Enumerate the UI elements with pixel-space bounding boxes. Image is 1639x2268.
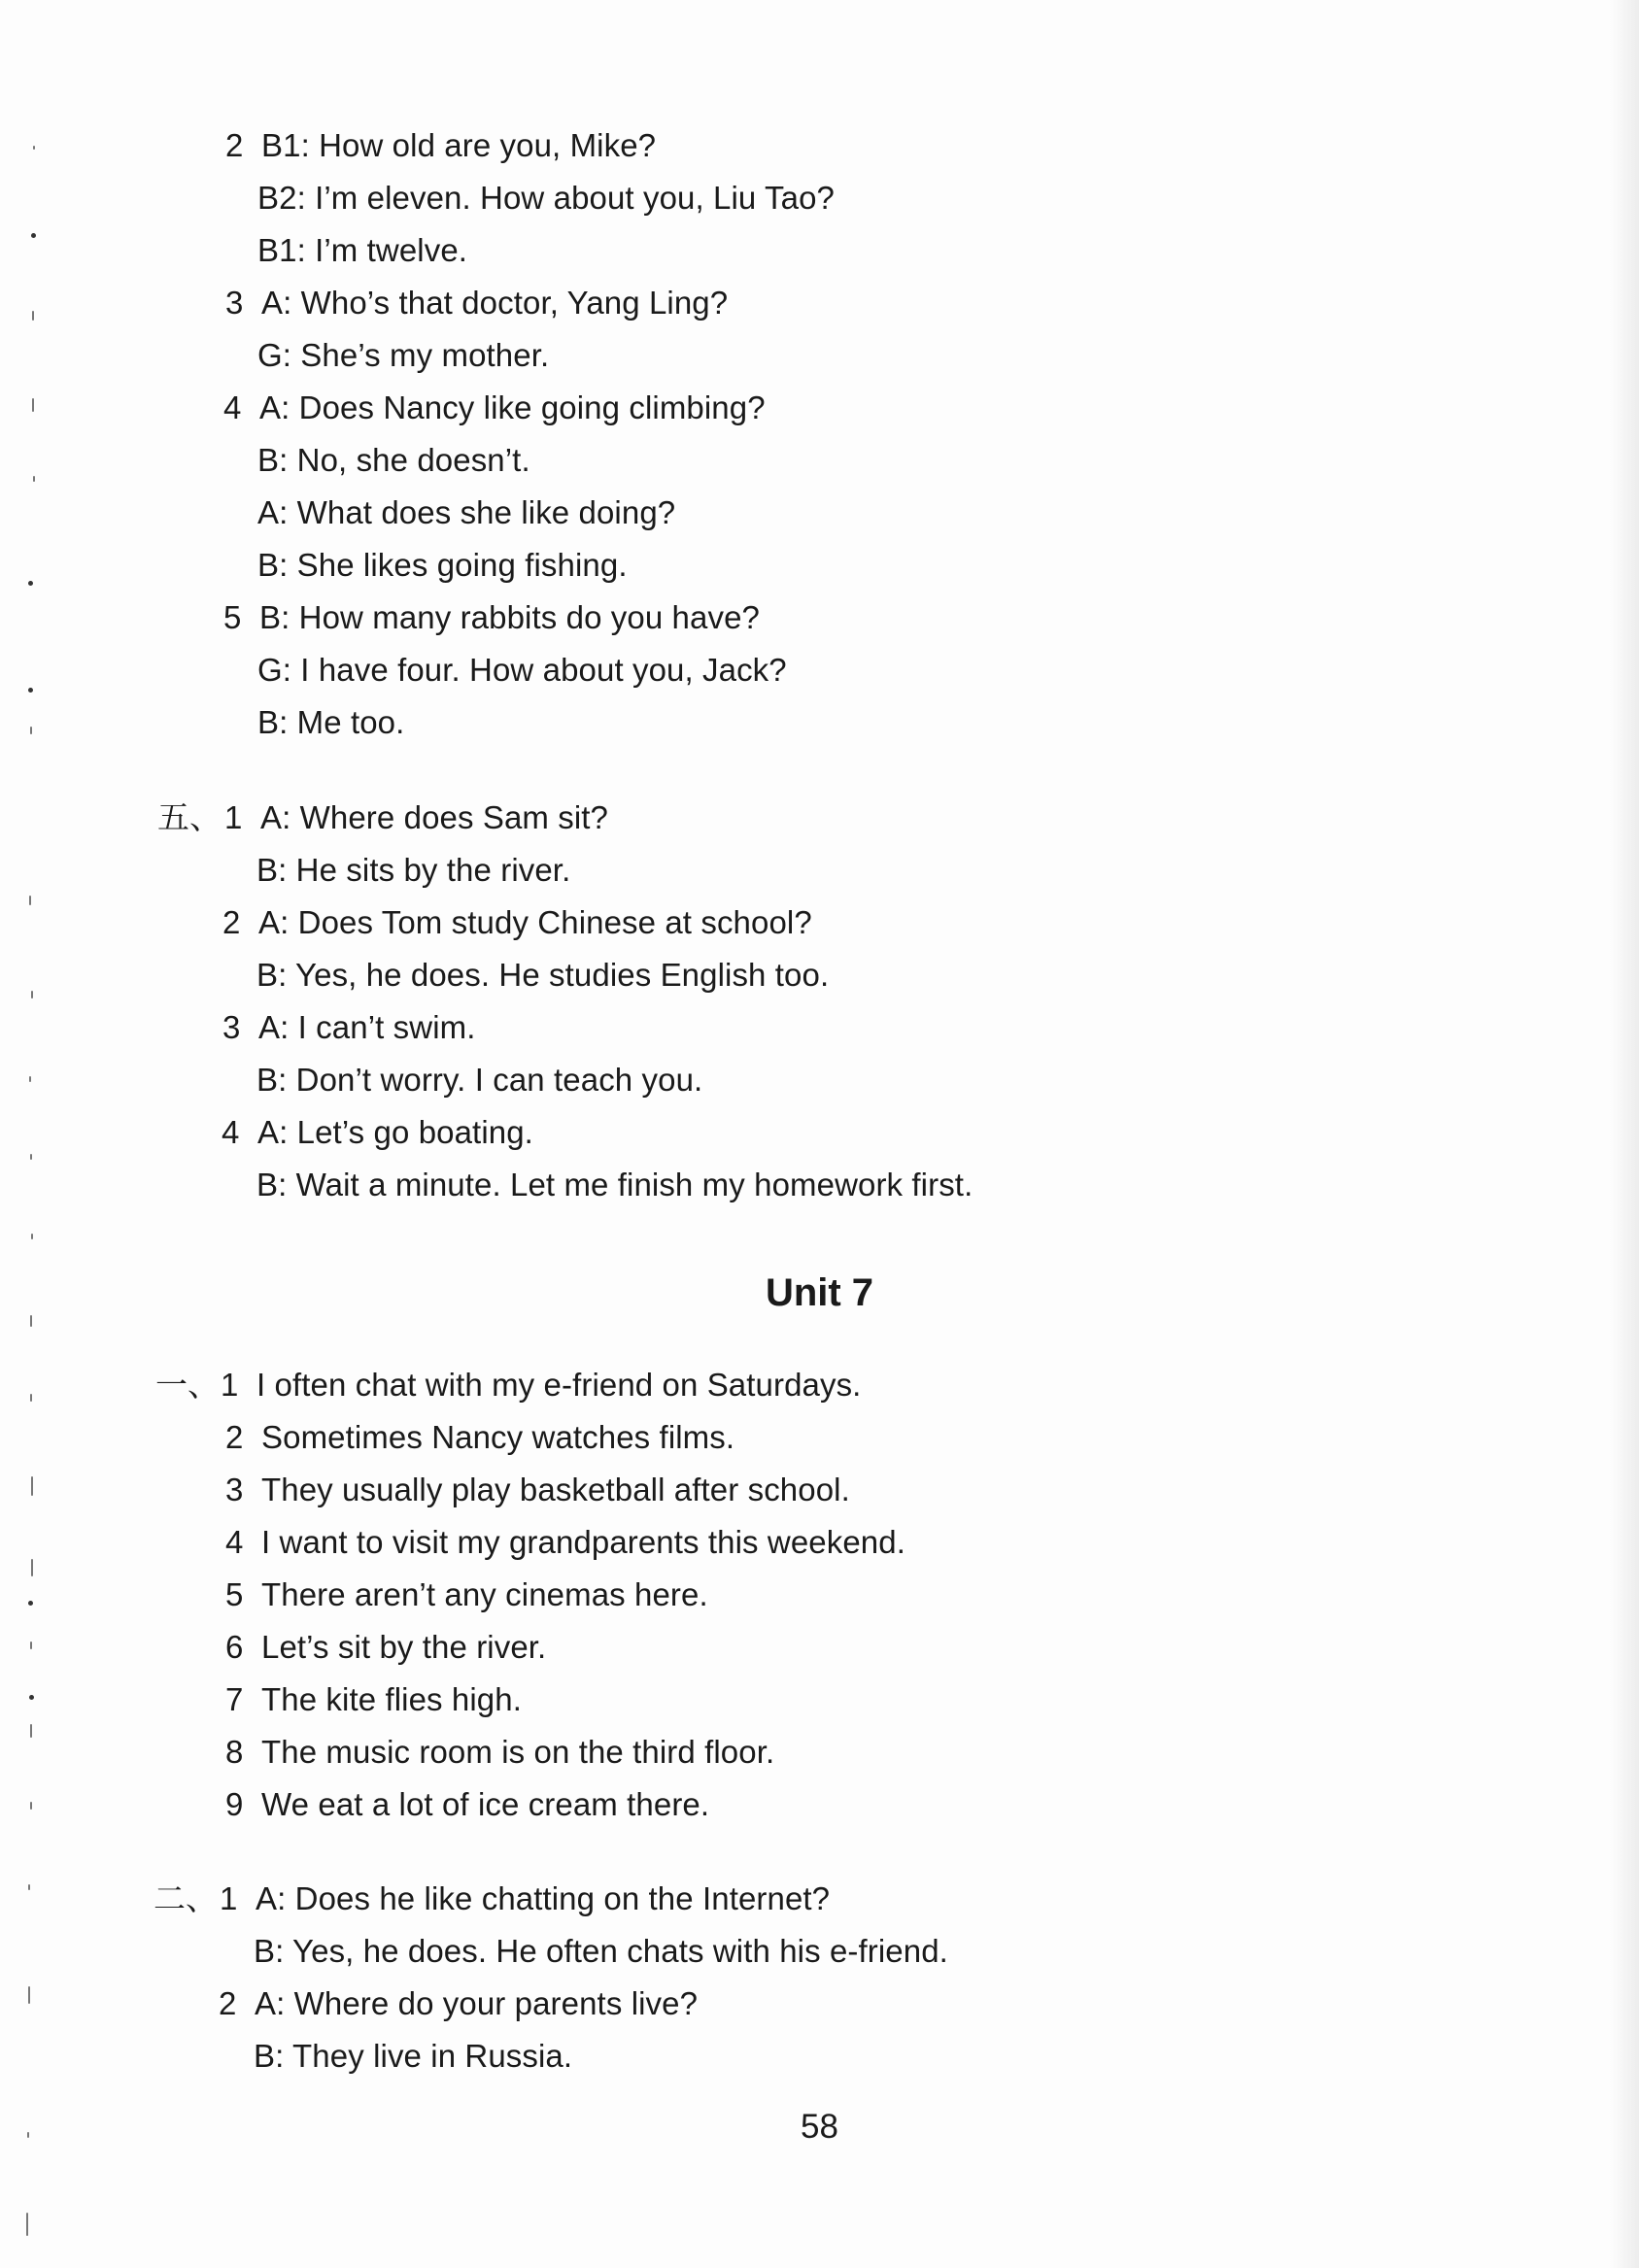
section-marker: 一、	[155, 1366, 220, 1404]
answer-line	[224, 798, 608, 837]
answer-line: B: No, she doesn’t.	[257, 442, 530, 478]
line-text: A: Does Nancy like going climbing?	[259, 389, 766, 425]
item-number: 7	[225, 1681, 244, 1717]
line-text: The kite flies high.	[261, 1681, 522, 1717]
item-number: 4	[223, 389, 242, 425]
answer-line: B: Me too.	[257, 704, 405, 740]
answer-line	[225, 1680, 522, 1719]
answer-line	[225, 1733, 774, 1772]
answer-line	[225, 126, 656, 165]
page-edge-shadow	[1610, 0, 1639, 2268]
line-text: A: Where do your parents live?	[255, 1985, 699, 2021]
line-text: Sometimes Nancy watches films.	[261, 1419, 735, 1455]
answer-line: G: I have four. How about you, Jack?	[257, 652, 787, 688]
item-number: 2	[222, 904, 241, 940]
item-number: 5	[223, 599, 242, 635]
item-number: 3	[225, 1472, 244, 1507]
line-text: A: Does he like chatting on the Internet?	[256, 1880, 831, 1916]
line-text: The music room is on the third floor.	[261, 1734, 775, 1770]
answer-line: B1: I’m twelve.	[257, 232, 468, 268]
answer-line: B: They live in Russia.	[254, 2038, 573, 2074]
answer-line	[223, 389, 766, 427]
item-number: 5	[225, 1576, 244, 1612]
item-number: 4	[222, 1114, 240, 1150]
line-text: Let’s sit by the river.	[261, 1629, 547, 1665]
answer-line	[225, 1785, 709, 1824]
section-marker: 二、	[154, 1879, 218, 1917]
line-text: A: Who’s that doctor, Yang Ling?	[261, 285, 729, 321]
line-text: A: Where does Sam sit?	[260, 799, 609, 835]
item-number: 4	[225, 1524, 244, 1560]
answer-line	[222, 1113, 533, 1152]
item-number: 8	[225, 1734, 244, 1770]
line-text: They usually play basketball after school.	[261, 1472, 850, 1507]
item-number: 3	[222, 1009, 241, 1045]
line-text: We eat a lot of ice cream there.	[261, 1786, 710, 1822]
answer-line: B2: I’m eleven. How about you, Liu Tao?	[257, 180, 835, 216]
answer-line	[221, 1366, 861, 1405]
answer-line: A: What does she like doing?	[257, 494, 676, 530]
item-number: 9	[225, 1786, 244, 1822]
line-text: A: I can’t swim.	[258, 1009, 476, 1045]
item-number: 1	[224, 799, 243, 835]
item-number: 6	[225, 1629, 244, 1665]
line-text: B1: How old are you, Mike?	[261, 127, 657, 163]
line-text: A: Does Tom study Chinese at school?	[258, 904, 812, 940]
answer-line: B: She likes going fishing.	[257, 547, 628, 583]
item-number: 2	[219, 1985, 237, 2021]
answer-line: B: Don’t worry. I can teach you.	[256, 1062, 703, 1098]
section-marker: 五、	[157, 798, 222, 836]
item-number: 2	[225, 127, 244, 163]
answer-line	[220, 1879, 830, 1918]
line-text: I want to visit my grandparents this weekend.	[261, 1524, 905, 1560]
answer-line: B: Wait a minute. Let me finish my homework first.	[256, 1167, 973, 1202]
line-text: There aren’t any cinemas here.	[261, 1576, 708, 1612]
answer-line	[225, 1471, 850, 1509]
line-text: I often chat with my e-friend on Saturdays.	[256, 1367, 862, 1403]
answer-line	[225, 1575, 708, 1614]
item-number: 1	[220, 1880, 238, 1916]
line-text: A: Let’s go boating.	[257, 1114, 533, 1150]
answer-line	[225, 1418, 734, 1457]
answer-line	[222, 903, 812, 942]
answer-line	[219, 1984, 698, 2023]
answer-line	[225, 284, 728, 322]
unit-title: Unit 7	[765, 1271, 874, 1314]
item-number: 1	[221, 1367, 239, 1403]
page-number: 58	[801, 2108, 838, 2146]
item-number: 3	[225, 285, 244, 321]
answer-line	[222, 1008, 475, 1047]
answer-line: B: Yes, he does. He often chats with his e-friend.	[254, 1933, 948, 1969]
item-number: 2	[225, 1419, 244, 1455]
answer-line	[225, 1628, 546, 1667]
answer-line	[225, 1523, 905, 1562]
answer-line: B: He sits by the river.	[256, 852, 571, 888]
answer-line: B: Yes, he does. He studies English too.	[256, 957, 830, 993]
answer-line	[223, 598, 760, 637]
line-text: B: How many rabbits do you have?	[259, 599, 760, 635]
answer-line: G: She’s my mother.	[257, 337, 550, 373]
